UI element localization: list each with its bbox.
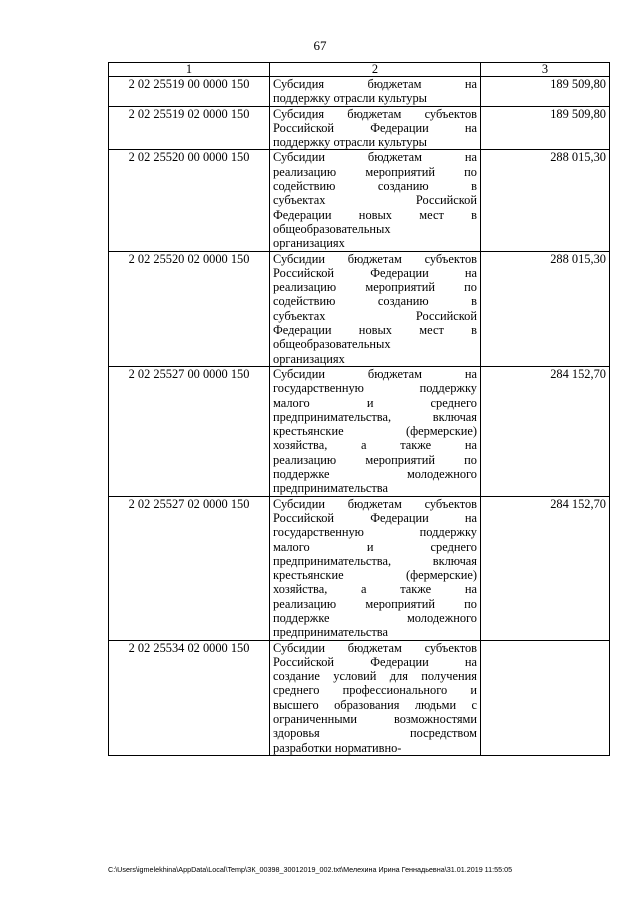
description-line: Российской Федерации на <box>273 120 477 135</box>
description-line: содействию созданию в <box>273 179 477 194</box>
description-cell <box>270 106 481 150</box>
description-line: содействию созданию в <box>273 294 477 309</box>
description-line: общеобразовательных <box>273 221 391 236</box>
table-row <box>109 106 610 150</box>
description-line: субъектах Российской <box>273 308 477 323</box>
description-line: организациях <box>273 351 345 366</box>
amount-cell: 284 152,70 <box>481 496 610 640</box>
footer-file-path: C:\Users\igmelekhina\AppData\Local\Temp\ЗК_00398_30012019_002.txt\Мелехина Ирина Геннадьевна\31.01.2019 11:55:05 <box>108 865 513 874</box>
description-line: Российской Федерации на <box>273 265 477 280</box>
description-cell <box>270 77 481 107</box>
description-line: Федерации новых мест в <box>273 323 477 338</box>
description-line: поддержку отрасли культуры <box>273 135 427 150</box>
column-header-code: 1 <box>109 63 270 77</box>
table-row <box>109 366 610 496</box>
description-line: реализацию мероприятий по <box>273 596 477 611</box>
description-line: ограниченными возможностями <box>273 712 477 727</box>
budget-code-cell: 2 02 25534 02 0000 150 <box>109 640 270 755</box>
table-row <box>109 640 610 755</box>
amount-cell: 284 152,70 <box>481 366 610 496</box>
amount-cell: 288 015,30 <box>481 251 610 366</box>
description-line: предпринимательства <box>273 625 388 640</box>
description-cell <box>270 251 481 366</box>
table-row <box>109 496 610 640</box>
description-line: Российской Федерации на <box>273 510 477 525</box>
description-line: общеобразовательных <box>273 337 391 352</box>
description-line: организациях <box>273 236 345 251</box>
description-line: реализацию мероприятий по <box>273 164 477 179</box>
description-line: Субсидии бюджетам субъектов <box>273 640 477 655</box>
description-line: малого и среднего <box>273 395 477 410</box>
budget-code-cell: 2 02 25519 00 0000 150 <box>109 77 270 107</box>
budget-code-cell: 2 02 25520 02 0000 150 <box>109 251 270 366</box>
amount-cell: 189 509,80 <box>481 77 610 107</box>
description-cell <box>270 366 481 496</box>
description-line: предпринимательства, включая <box>273 409 477 424</box>
description-line: здоровья посредством <box>273 726 477 741</box>
description-cell <box>270 640 481 755</box>
description-line: субъектах Российской <box>273 193 477 208</box>
description-line: реализацию мероприятий по <box>273 280 477 295</box>
description-line: государственную поддержку <box>273 381 477 396</box>
table-row <box>109 251 610 366</box>
description-line: крестьянские (фермерские) <box>273 424 477 439</box>
description-line: предпринимательства, включая <box>273 553 477 568</box>
description-line: высшего образования людьми с <box>273 697 477 712</box>
description-line: хозяйства, а также на <box>273 438 477 453</box>
description-line: Субсидии бюджетам на <box>273 150 477 165</box>
description-line: реализацию мероприятий по <box>273 452 477 467</box>
page-number: 67 <box>313 38 327 53</box>
table-body <box>109 77 610 756</box>
budget-code-cell: 2 02 25520 00 0000 150 <box>109 150 270 251</box>
budget-code-cell: 2 02 25527 00 0000 150 <box>109 366 270 496</box>
description-line: крестьянские (фермерские) <box>273 568 477 583</box>
description-line: среднего профессионального и <box>273 683 477 698</box>
description-line: поддержке молодежного <box>273 610 477 625</box>
description-line: предпринимательства <box>273 481 388 496</box>
amount-cell: 189 509,80 <box>481 106 610 150</box>
description-line: поддержку отрасли культуры <box>273 91 427 106</box>
column-header-description: 2 <box>270 63 481 77</box>
description-line: малого и среднего <box>273 539 477 554</box>
table-row <box>109 77 610 107</box>
description-line: Субсидии бюджетам на <box>273 366 477 381</box>
description-line: Субсидия бюджетам субъектов <box>273 106 477 121</box>
description-line: хозяйства, а также на <box>273 582 477 597</box>
table-header-row <box>109 63 610 77</box>
description-cell <box>270 496 481 640</box>
description-line: Российской Федерации на <box>273 654 477 669</box>
description-line: государственную поддержку <box>273 525 477 540</box>
description-line: поддержке молодежного <box>273 467 477 482</box>
budget-code-cell: 2 02 25519 02 0000 150 <box>109 106 270 150</box>
description-line: Субсидии бюджетам субъектов <box>273 496 477 511</box>
amount-cell: 288 015,30 <box>481 150 610 251</box>
description-line: создание условий для получения <box>273 669 477 684</box>
description-line: разработки нормативно- <box>273 740 402 755</box>
table-row <box>109 150 610 251</box>
column-header-amount: 3 <box>481 63 610 77</box>
amount-cell <box>481 640 610 755</box>
budget-code-cell: 2 02 25527 02 0000 150 <box>109 496 270 640</box>
description-line: Субсидия бюджетам на <box>273 77 477 91</box>
description-line: Субсидии бюджетам субъектов <box>273 251 477 266</box>
description-line: Федерации новых мест в <box>273 207 477 222</box>
budget-table <box>108 62 610 756</box>
description-cell <box>270 150 481 251</box>
